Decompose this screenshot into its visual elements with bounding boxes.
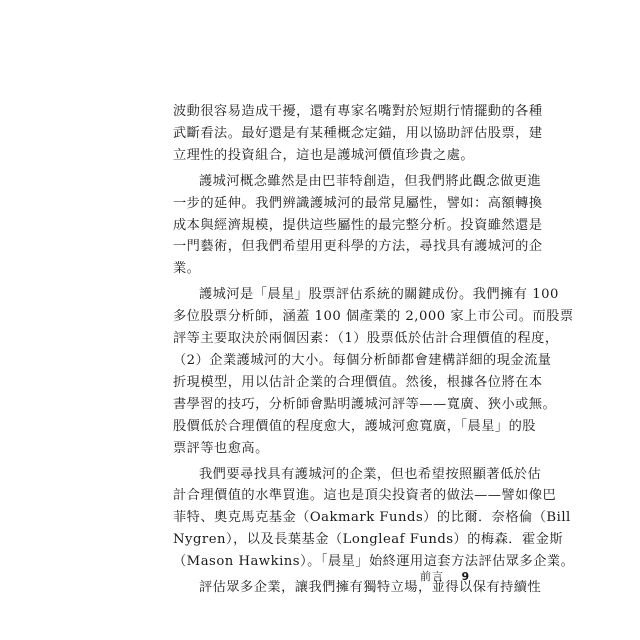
text-line: 票評等也愈高。 (173, 440, 269, 456)
text-line: （Mason Hawkins）。「晨星」始終運用這套方法評估眾多企業。 (173, 554, 575, 570)
text-line: 菲特、奧克馬克基金（Oakmark Funds）的比爾．奈格倫（Bill (173, 510, 571, 526)
text-line: 波動很容易造成干擾，還有專家名嘴對於短期行情擺動的各種 (173, 104, 543, 119)
text-line: 評等主要取決於兩個因素：（1）股票低於估計合理價值的程度， (173, 331, 559, 347)
text-line: 股價低於合理價值的程度愈大，護城河愈寬廣，「晨星」的股 (173, 418, 536, 434)
paragraph-3 (173, 284, 574, 459)
page-number: 9 (461, 570, 470, 583)
text-line: 一步的延伸。我們辨識護城河的最常見屬性，譬如：高額轉換 (173, 195, 543, 211)
text-line: 計合理價值的水準買進。這也是頂尖投資者的做法——譬如像巴 (173, 488, 557, 504)
running-footer-title: 前言 (420, 570, 444, 583)
text-line: 折現模型，用以估計企業的合理價值。然後，根據各位將在本 (173, 374, 543, 390)
paragraph-4 (173, 464, 575, 574)
text-line: 一門藝術，但我們希望用更科學的方法，尋找具有護城河的企 (173, 239, 543, 255)
text-line: 書學習的技巧，分析師會點明護城河評等——寬廣、狹小或無。 (173, 396, 557, 412)
text-line: 立理性的投資組合，這也是護城河價值珍貴之處。 (173, 147, 475, 163)
text-line: 業。 (173, 261, 201, 277)
text-line: 多位股票分析師，涵蓋 100 個產業的 2,000 家上市公司。而股票 (173, 309, 574, 325)
text-line: 武斷看法。最好還是有某種概念定錨，用以協助評估股票，建 (173, 125, 543, 141)
text-line: 護城河概念雖然是由巴菲特創造，但我們將此觀念做更進 (199, 173, 542, 189)
text-line: 評估眾多企業，讓我們擁有獨特立場，並得以保有持續性 (199, 580, 542, 596)
text-line: 護城河是「晨星」股票評估系統的關鍵成份。我們擁有 100 (199, 287, 559, 303)
text-line: 成本與經濟規模，提供這些屬性的最完整分析。投資雖然還是 (173, 217, 543, 233)
page-footer (420, 568, 469, 584)
text-line: Nygren），以及長葉基金（Longleaf Funds）的梅森．霍金斯 (173, 532, 564, 548)
text-line: 我們要尋找具有護城河的企業，但也希望按照顯著低於估 (199, 466, 542, 482)
paragraph-2 (173, 171, 543, 281)
body-text (173, 101, 575, 603)
text-line: （2）企業護城河的大小。每個分析師都會建構詳細的現金流量 (173, 352, 552, 368)
paragraph-1 (173, 101, 543, 167)
